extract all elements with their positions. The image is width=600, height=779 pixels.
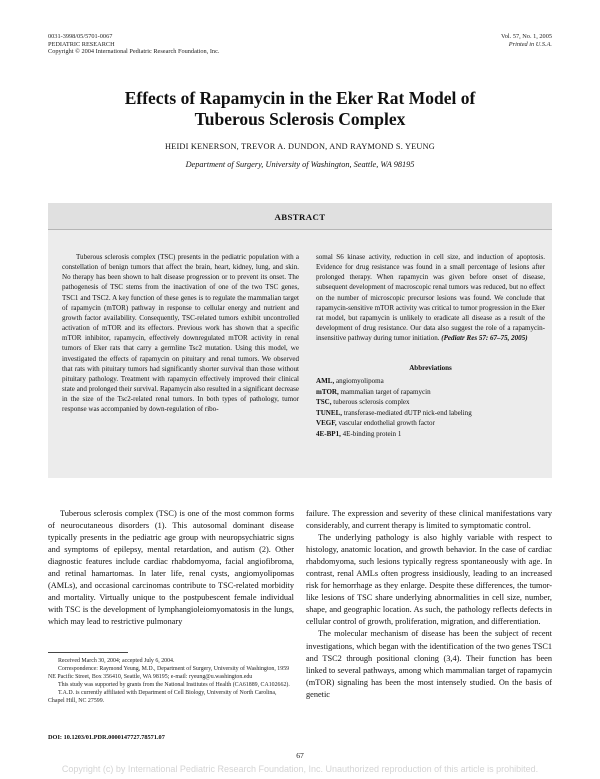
printed-in-line: Printed in U.S.A. bbox=[508, 40, 552, 48]
body-left-column bbox=[48, 508, 294, 628]
body-paragraph: The underlying pathology is also highly variable with respect to histology, anatomic location, and growth behavior. In the case of cardiac rhabdomyoma, such lesions typically regress spontaneously with age. In contrast, renal AMLs often progress insidiously, leading to an increased risk for hemorrhage as they enlarge. Despite these differences, the tumor-like lesions of TSC share underlying abnormalities in cell size, number, shape, and geographic location. As such, the pathology reflects defects in cellular control of growth, proliferation, migration, and differentiation. bbox=[306, 533, 552, 627]
abstract-left-column bbox=[62, 252, 299, 415]
abstract-right-body: somal S6 kinase activity, reduction in cell size, and induction of apoptosis. Evidence for drug resistance was found in a small percentage of lesions after prolonged therapy. When rapamycin was given before onset of disease, subsequent development of macroscopic renal tumors was reduced, but no effect on the number of microscopic precursor lesions was found. We conclude that rapamycin-sensitive mTOR activity was critical to tumor progression in the Eker rat model, but rapamycin is unlikely to eradicate all disease as a result of the development of drug resistance. Our data also suggest the role of a rapamycin-insensitive pathway during tumor initiation. bbox=[316, 253, 545, 343]
abbrev-item: VEGF, vascular endothelial growth factor bbox=[316, 419, 435, 428]
abstract-citation: (Pediatr Res 57: 67–75, 2005) bbox=[441, 334, 528, 343]
abbrev-item: AML, angiomyolipoma bbox=[316, 377, 384, 385]
body-right-column bbox=[306, 508, 552, 701]
footnote-affiliation: T.A.D. is currently affiliated with Department of Cell Biology, University of North Carolina, Chapel Hill, NC 27599. bbox=[48, 689, 277, 704]
journal-name: PEDIATRIC RESEARCH bbox=[48, 40, 115, 48]
title-line-1: Effects of Rapamycin in the Eker Rat Model of bbox=[124, 88, 476, 108]
copyright-line: Copyright © 2004 International Pediatric Research Foundation, Inc. bbox=[48, 48, 220, 56]
abstract-heading: ABSTRACT bbox=[274, 212, 326, 222]
running-header-right bbox=[501, 33, 552, 48]
body-paragraph: Tuberous sclerosis complex (TSC) is one of the most common forms of neurocutaneous disorders (1). This autosomal dominant disease typically presents in the pediatric age group with neuropsychiatric signs and symptoms of epilepsy, mental retardation, and autism (2). Other diagnostic features include cardiac rhabdomyoma, facial angiofibroma, and retinal hamartomas. In later life, renal cysts, angiomyolipomas (AMLs), and occasional carcinomas contribute to TSC-related morbidity and mortality. Virtually unique to the postpubescent female individual with TSC is the development of lymphangioleiomyomatosis in the lungs, which may lead to restrictive pulmonary bbox=[48, 509, 294, 627]
abbrev-item: mTOR, mammalian target of rapamycin bbox=[316, 387, 431, 396]
affiliation: Department of Surgery, University of Washington, Seattle, WA 98195 bbox=[185, 160, 415, 169]
title-line-2: Tuberous Sclerosis Complex bbox=[194, 109, 406, 129]
doi: DOI: 10.1203/01.PDR.0000147727.78571.07 bbox=[48, 734, 165, 741]
body-paragraph: failure. The expression and severity of these clinical manifestations vary considerably, and current therapy is limited to symptomatic control. bbox=[306, 509, 552, 531]
abstract-left-text: Tuberous sclerosis complex (TSC) presents in the pediatric population with a constellation of benign tumors that affect the brain, heart, kidney, lung, and skin. No therapy has been shown to halt disease progression or to prevent its onset. The pathogenesis of TSC stems from the inactivation of one of the two TSC genes, TSC1 and TSC2. A key function of these genes is to regulate the mammalian target of rapamycin (mTOR) pathway in response to cellular energy and nutrient and growth factor availability. Consequently, TSC-related tumors exhibit uncontrolled activation of mTOR and its effectors. Previous work has shown that a specific mTOR inhibitor, rapamycin, effectively downregulated mTOR activity in renal tumors of Eker rats that carry a germline Tsc2 mutation. Using this model, we investigated the effects of rapamycin on pituitary and renal tumors. We observed that rats with pituitary tumors had significantly shorter survival than those without pituitary pathology. Treatment with rapamycin effectively improved their clinical state and prolonged their survival. Rapamycin also resulted in a significant decrease in the size of the Tsc2-related renal tumors. In both types of pathology, tumor response was accompanied by down-regulation of ribo- bbox=[62, 253, 299, 414]
footnote-funding: This study was supported by grants from the National Institutes of Health (CA61889, CA102662). bbox=[58, 681, 290, 688]
article-title bbox=[0, 88, 600, 130]
footnote-rule bbox=[48, 652, 128, 653]
issn-line: 0031-3998/05/5701-0067 bbox=[48, 33, 113, 40]
copyright-watermark: Copyright (c) by International Pediatric Research Foundation, Inc. Unauthorized reproduction of this article is prohibited. bbox=[61, 764, 539, 774]
footnotes bbox=[48, 658, 294, 706]
abstract-right-column bbox=[316, 252, 545, 343]
footnote-received: Received March 30, 2004; accepted July 6, 2004. bbox=[58, 658, 175, 664]
abbrev-item: TUNEL, transferase-mediated dUTP nick-end labeling bbox=[316, 408, 472, 417]
abstract-right-text bbox=[316, 252, 545, 343]
footnote-correspondence: Correspondence: Raymond Yeung, M.D., Department of Surgery, University of Washington, 1959 NE Pacific Street, Box 356410, Seattle, WA 98195; e-mail: ryeung@u.washington.edu bbox=[48, 666, 290, 680]
abbreviations-list bbox=[316, 376, 545, 440]
abbrev-item: TSC, tuberous sclerosis complex bbox=[316, 398, 410, 407]
authors: HEIDI KENERSON, TREVOR A. DUNDON, AND RAYMOND S. YEUNG bbox=[164, 142, 435, 151]
abbreviations-heading: Abbreviations bbox=[409, 364, 452, 372]
volume-line: Vol. 57, No. 1, 2005 bbox=[501, 33, 552, 40]
running-header-left bbox=[48, 33, 219, 56]
abbrev-item: 4E-BP1, 4E-binding protein 1 bbox=[316, 429, 402, 438]
body-paragraph: The molecular mechanism of disease has been the subject of recent investigations, which began with the identification of the two genes TSC1 and TSC2 through positional cloning (3,4). Their function has been linked to several pathways, among which mammalian target of rapamycin (mTOR) signaling has been the most intensely studied. On the basis of genetic bbox=[306, 629, 552, 699]
page-number: 67 bbox=[296, 751, 304, 760]
